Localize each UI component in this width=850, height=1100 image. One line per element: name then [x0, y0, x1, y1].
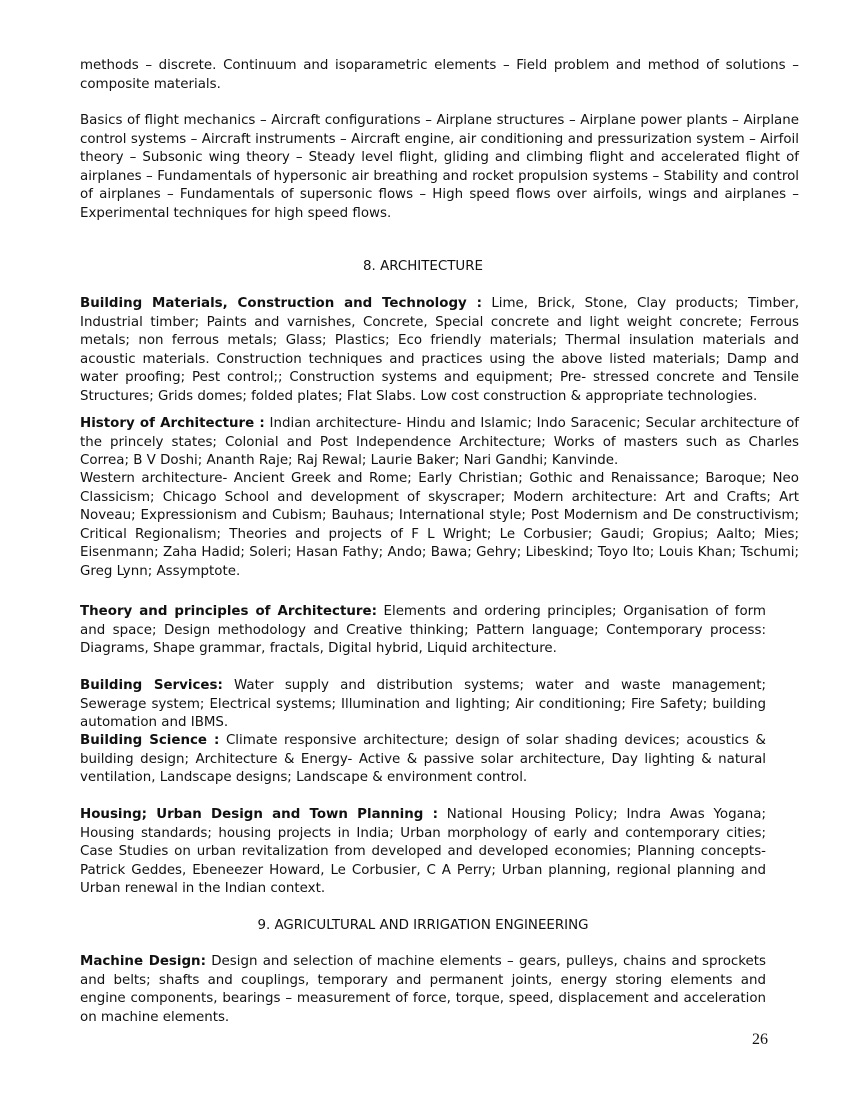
building-science-paragraph	[80, 732, 766, 788]
housing-paragraph	[80, 806, 766, 899]
building-services-label: Building Services:	[80, 678, 223, 693]
building-materials-paragraph	[80, 295, 799, 406]
history-label: History of Architecture :	[80, 416, 265, 431]
machine-design-label: Machine Design:	[80, 954, 206, 969]
flight-mechanics-paragraph: Basics of flight mechanics – Aircraft configurations – Airplane structures – Airplane power plants – Airplane control systems – Aircraft instruments – Aircraft engine, air conditioning and pressurization system – Airfoil theory – Subsonic wing theory – Steady level flight, gliding and climbing flight and accelerated flight of airplanes – Fundamentals of hypersonic air breathing and rocket propulsion systems – Stability and control of airplanes – Fundamentals of supersonic flows – High speed flows over airfoils, wings and airplanes – Experimental techniques for high speed flows.	[80, 113, 799, 221]
building-services-text: Water supply and distribution systems; water and waste management; Sewerage system; Electrical systems; Illumination and lighting; Air conditioning; Fire Safety; building automation and IBMS.	[80, 678, 766, 730]
housing-text: National Housing Policy; Indra Awas Yogana; Housing standards; housing projects in India; Urban morphology of early and contemporary cities; Case Studies on urban revitalization from developed and developed economies; Planning concepts- Patrick Geddes, Ebeneezer Howard, Le Corbusier, C A Perry; Urban planning, regional planning and Urban renewal in the Indian context.	[80, 807, 766, 896]
continuation-paragraph: methods – discrete. Continuum and isoparametric elements – Field problem and method of solutions – composite materials.	[80, 58, 799, 92]
machine-design-paragraph	[80, 953, 766, 1027]
western-architecture-paragraph: Western architecture- Ancient Greek and Rome; Early Christian; Gothic and Renaissance; Baroque; Neo Classicism; Chicago School and development of skyscraper; Modern architecture: Art and Crafts; Art Noveau; Expressionism and Cubism; Bauhaus; International style; Post Modernism and De constructivism; Critical Regionalism; Theories and projects of F L Wright; Le Corbusier; Gaudi; Gropius; Aalto; Mies; Eisenmann; Zaha Hadid; Soleri; Hasan Fathy; Ando; Bawa; Gehry; Libeskind; Toyo Ito; Louis Khan; Tschumi; Greg Lynn; Assymptote.	[80, 471, 799, 579]
theory-paragraph	[80, 603, 766, 659]
theory-label: Theory and principles of Architecture:	[80, 604, 377, 619]
housing-label: Housing; Urban Design and Town Planning :	[80, 807, 438, 822]
building-science-label: Building Science :	[80, 733, 220, 748]
history-text: Indian architecture- Hindu and Islamic; Indo Saracenic; Secular architecture of the princely states; Colonial and Post Independence Architecture; Works of masters such as Charles Correa; B V Doshi; Ananth Raje; Raj Rewal; Laurie Baker; Nari Gandhi; Kanvinde.	[80, 416, 800, 468]
section-heading-architecture: 8. ARCHITECTURE	[363, 259, 483, 274]
page-number: 26	[752, 1031, 768, 1048]
building-materials-text: Lime, Brick, Stone, Clay products; Timber, Industrial timber; Paints and varnishes, Concrete, Special concrete and light weight concrete; Ferrous metals; non ferrous metals; Glass; Plastics; Eco friendly materials; Thermal insulation materials and acoustic materials. Construction techniques and practices using the above listed materials; Damp and water proofing; Pest control;; Construction systems and equipment; Pre- stressed concrete and Tensile Structures; Grids domes; folded plates; Flat Slabs. Low cost construction & appropriate technologies.	[80, 296, 799, 404]
section-heading-agricultural: 9. AGRICULTURAL AND IRRIGATION ENGINEERING	[257, 918, 589, 933]
machine-design-text: Design and selection of machine elements – gears, pulleys, chains and sprockets and belts; shafts and couplings, temporary and permanent joints, energy storing elements and engine components, bearings – measurement of force, torque, speed, displacement and acceleration on machine elements.	[80, 954, 766, 1025]
building-science-text: Climate responsive architecture; design of solar shading devices; acoustics & building design; Architecture & Energy- Active & passive solar architecture, Day lighting & natural ventilation, Landscape designs; Landscape & environment control.	[80, 733, 766, 785]
building-services-paragraph	[80, 677, 766, 733]
building-materials-label: Building Materials, Construction and Technology :	[80, 296, 482, 311]
theory-text: Elements and ordering principles; Organisation of form and space; Design methodology and Creative thinking; Pattern language; Contemporary process: Diagrams, Shape grammar, fractals, Digital hybrid, Liquid architecture.	[80, 604, 766, 656]
history-paragraph	[80, 415, 799, 471]
